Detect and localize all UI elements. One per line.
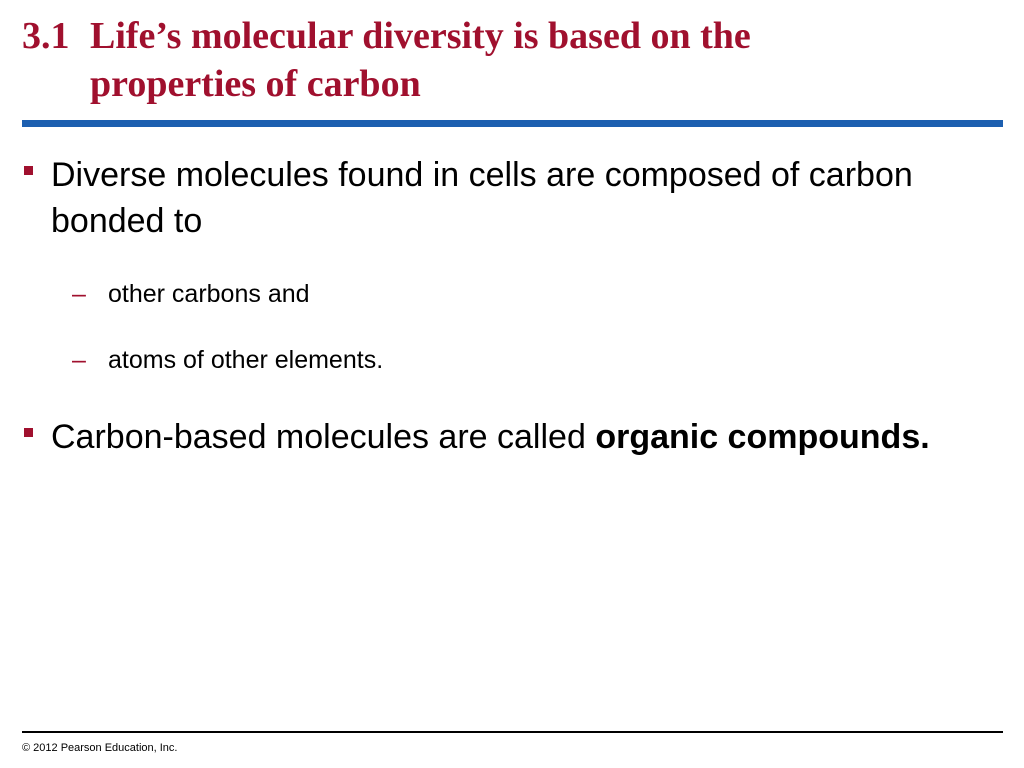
bullet-item-2 bbox=[22, 414, 971, 460]
title-line-1: Life’s molecular diversity is based on the bbox=[90, 15, 751, 57]
copyright-footer: © 2012 Pearson Education, Inc. bbox=[22, 742, 178, 754]
title-line-2: properties of carbon bbox=[90, 63, 421, 105]
square-bullet-icon bbox=[24, 166, 33, 175]
title-divider bbox=[22, 120, 1003, 127]
footer-divider bbox=[22, 731, 1003, 733]
bullet-text-2 bbox=[51, 414, 971, 460]
bullet-text-2-plain: Carbon-based molecules are called bbox=[51, 418, 596, 456]
sub-bullet-text-1: other carbons and bbox=[108, 280, 310, 308]
bullet-item-1 bbox=[22, 152, 971, 244]
dash-bullet-icon: – bbox=[72, 280, 86, 308]
square-bullet-icon bbox=[24, 428, 33, 437]
sub-bullet-item-1 bbox=[72, 278, 310, 310]
bullet-text-2-bold: organic compounds. bbox=[595, 418, 930, 456]
section-number: 3.1 bbox=[22, 15, 70, 57]
slide-title bbox=[22, 12, 1002, 108]
dash-bullet-icon: – bbox=[72, 346, 86, 374]
sub-bullet-text-2: atoms of other elements. bbox=[108, 346, 384, 374]
sub-bullet-item-2 bbox=[72, 344, 383, 376]
bullet-text-1: Diverse molecules found in cells are composed of carbon bonded to bbox=[51, 156, 913, 240]
